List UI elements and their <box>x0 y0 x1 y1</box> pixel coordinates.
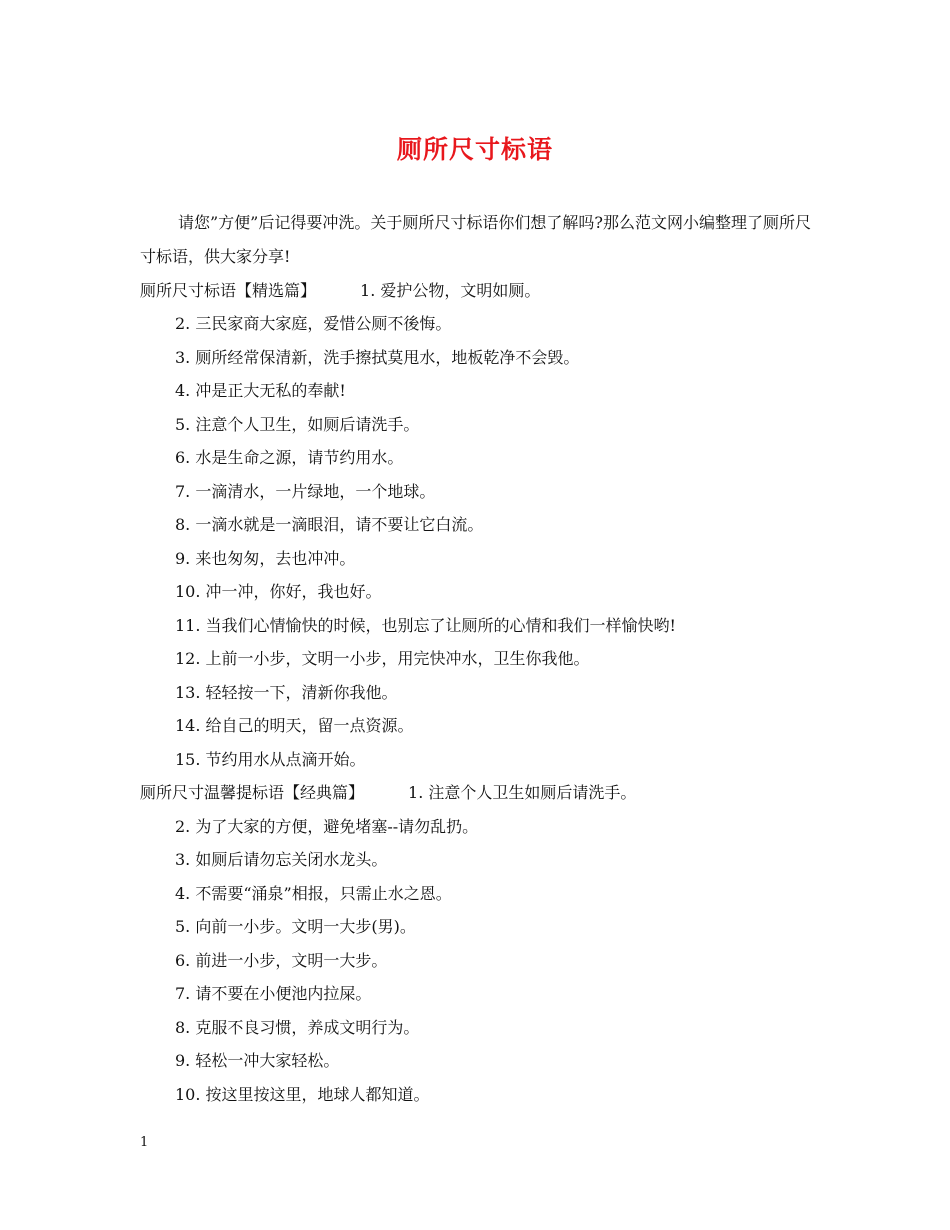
intro-paragraph: 请您”方便”后记得要冲洗。关于厕所尺寸标语你们想了解吗?那么范文网小编整理了厕所尺寸标语，供大家分享! <box>140 213 811 266</box>
page-number: 1 <box>140 1135 149 1150</box>
list-item: 15. 节约用水从点滴开始。 <box>175 750 366 769</box>
list-item: 10. 按这里按这里，地球人都知道。 <box>175 1085 430 1104</box>
list-item: 13. 轻轻按一下，清新你我他。 <box>175 683 398 702</box>
list-item: 5. 注意个人卫生，如厕后请洗手。 <box>175 415 420 434</box>
list-item: 8. 克服不良习惯，养成文明行为。 <box>175 1018 420 1037</box>
section-heading-row <box>140 280 540 302</box>
list-item: 9. 轻松一冲大家轻松。 <box>175 1051 340 1070</box>
list-item: 6. 水是生命之源，请节约用水。 <box>175 448 404 467</box>
list-item: 1. 爱护公物，文明如厕。 <box>360 281 541 300</box>
list-item: 7. 请不要在小便池内拉屎。 <box>175 984 372 1003</box>
list-item: 12. 上前一小步，文明一小步，用完快冲水，卫生你我他。 <box>175 649 590 668</box>
list-item: 3. 如厕后请勿忘关闭水龙头。 <box>175 850 388 869</box>
list-item: 10. 冲一冲，你好，我也好。 <box>175 582 382 601</box>
section-heading: 厕所尺寸标语【精选篇】 <box>140 281 317 300</box>
list-item: 1. 注意个人卫生如厕后请洗手。 <box>408 783 637 802</box>
list-item: 8. 一滴水就是一滴眼泪，请不要让它白流。 <box>175 515 484 534</box>
list-item: 7. 一滴清水，一片绿地，一个地球。 <box>175 482 436 501</box>
list-item: 14. 给自己的明天，留一点资源。 <box>175 716 414 735</box>
list-item: 4. 不需要“涌泉”相报，只需止水之恩。 <box>175 884 452 903</box>
list-item: 6. 前进一小步，文明一大步。 <box>175 951 388 970</box>
list-item: 11. 当我们心情愉快的时候，也别忘了让厕所的心情和我们一样愉快哟! <box>175 616 676 635</box>
section-heading: 厕所尺寸温馨提标语【经典篇】 <box>140 783 365 802</box>
list-item: 2. 三民家商大家庭，爱惜公厕不後悔。 <box>175 314 452 333</box>
list-item: 4. 冲是正大无私的奉献! <box>175 381 346 400</box>
list-item: 2. 为了大家的方便，避免堵塞--请勿乱扔。 <box>175 817 479 836</box>
section-heading-row <box>140 782 636 804</box>
list-item: 9. 来也匆匆，去也冲冲。 <box>175 549 356 568</box>
list-item: 3. 厕所经常保清新，洗手擦拭莫甩水，地板乾净不会毁。 <box>175 348 580 367</box>
list-item: 5. 向前一小步。文明一大步(男)。 <box>175 917 416 936</box>
document-title: 厕所尺寸标语 <box>396 135 553 164</box>
